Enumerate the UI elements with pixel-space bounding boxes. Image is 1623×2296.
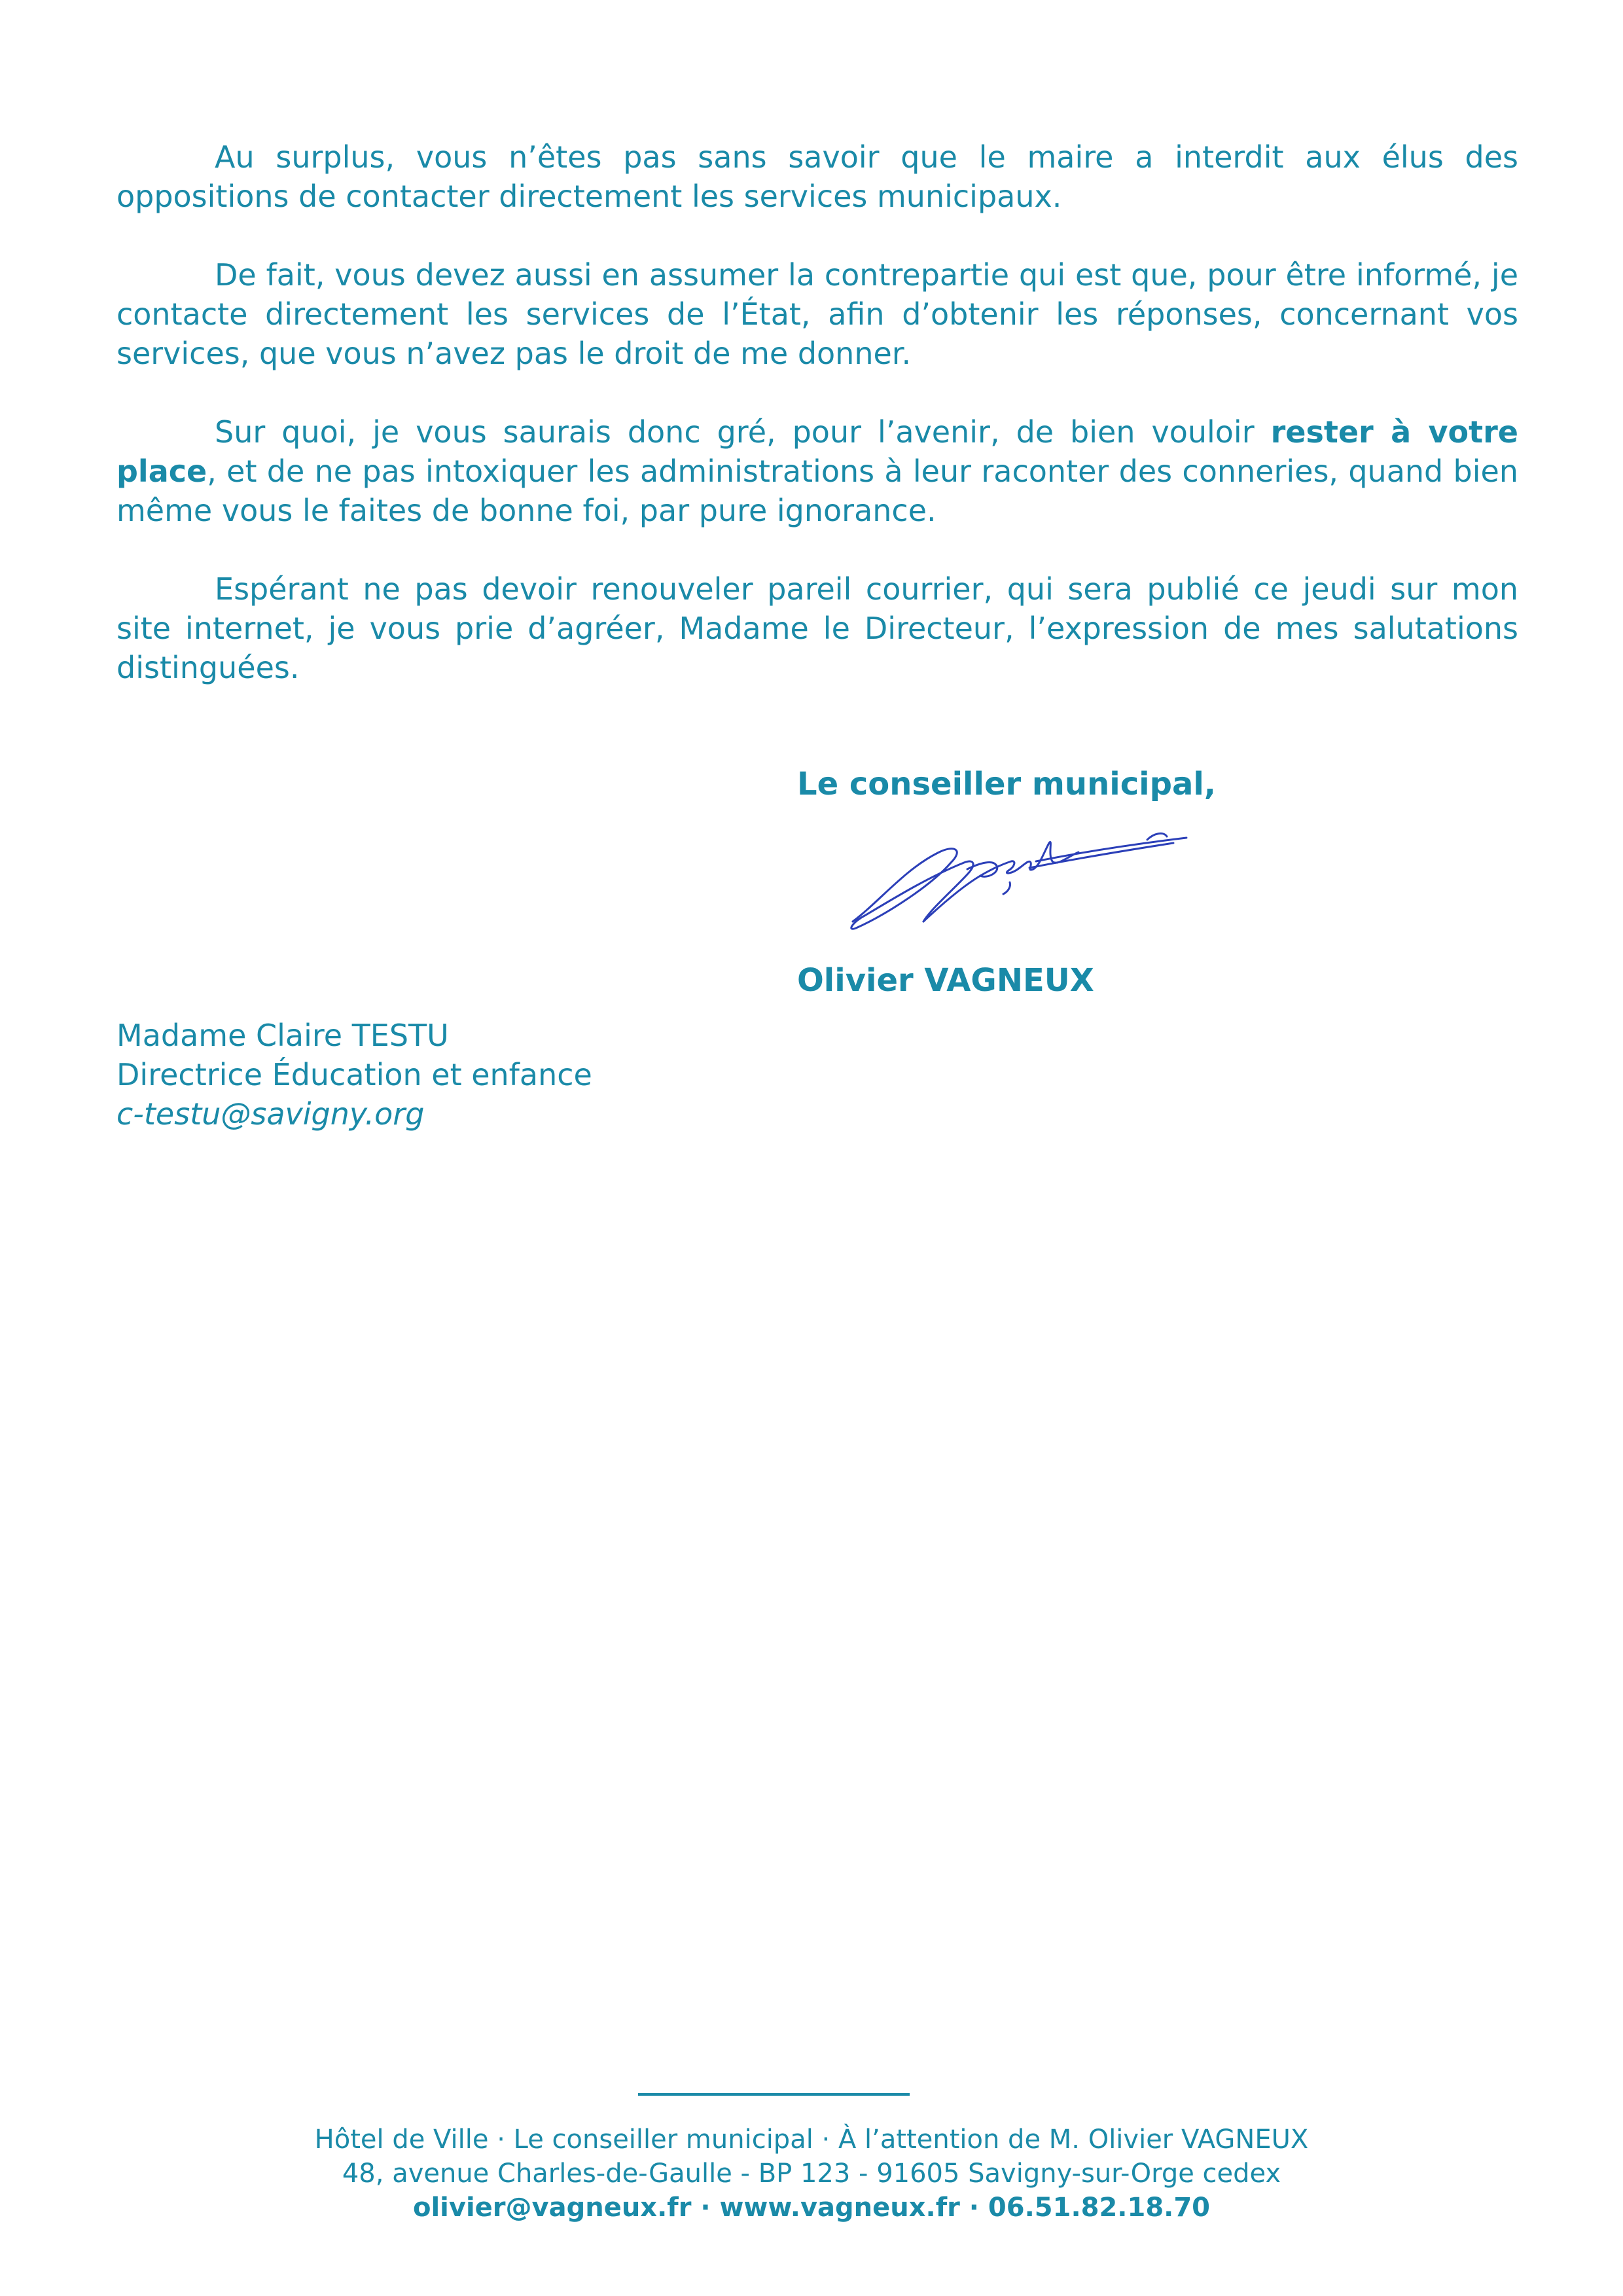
paragraph-state-services: De fait, vous devez aussi en assumer la contrepartie qui est que, pour être informé, je contacte directement les services de l’État, afin d’obtenir les réponses, concernant vos services, que vous n’avez pas le droit de me donner. bbox=[116, 257, 1518, 371]
paragraph-text-end: , et de ne pas intoxiquer les administrations à leur raconter des conneries, quand bien même vous le faites de bonne foi, par pure ignorance. bbox=[116, 454, 1518, 528]
handwritten-signature bbox=[840, 823, 1206, 941]
recipient-email: c-testu@savigny.org bbox=[116, 1096, 425, 1132]
paragraph-text-start: Sur quoi, je vous saurais donc gré, pour l’avenir, de bien vouloir bbox=[215, 414, 1271, 450]
paragraph-stay-in-place bbox=[116, 412, 1518, 530]
letter-body bbox=[116, 137, 1518, 726]
paragraph-opposition-rule: Au surplus, vous n’êtes pas sans savoir que le maire a interdit aux élus des oppositions de contacter directement les services municipaux. bbox=[116, 139, 1518, 214]
paragraph-closing: Espérant ne pas devoir renouveler pareil courrier, qui sera publié ce jeudi sur mon site internet, je vous prie d’agréer, Madame le Directeur, l’expression de mes salutations distinguées. bbox=[116, 571, 1518, 685]
emphasis-rester-a-votre-place: rester à votre place bbox=[116, 414, 1518, 489]
recipient-block bbox=[116, 1016, 592, 1134]
recipient-role: Directrice Éducation et enfance bbox=[116, 1057, 592, 1092]
footer-address-line-2: 48, avenue Charles-de-Gaulle - BP 123 - 91605 Savigny-sur-Orge cedex bbox=[342, 2159, 1281, 2189]
footer-divider bbox=[638, 2093, 910, 2096]
signature-title: Le conseiller municipal, bbox=[797, 766, 1217, 802]
footer bbox=[0, 2123, 1623, 2225]
signature-block bbox=[797, 764, 1321, 1000]
footer-address-line-1: Hôtel de Ville · Le conseiller municipal · À l’attention de M. Olivier VAGNEUX bbox=[314, 2125, 1309, 2155]
signatory-name: Olivier VAGNEUX bbox=[797, 962, 1094, 999]
footer-contact-line: olivier@vagneux.fr · www.vagneux.fr · 06.51.82.18.70 bbox=[412, 2193, 1211, 2223]
recipient-name: Madame Claire TESTU bbox=[116, 1018, 449, 1053]
